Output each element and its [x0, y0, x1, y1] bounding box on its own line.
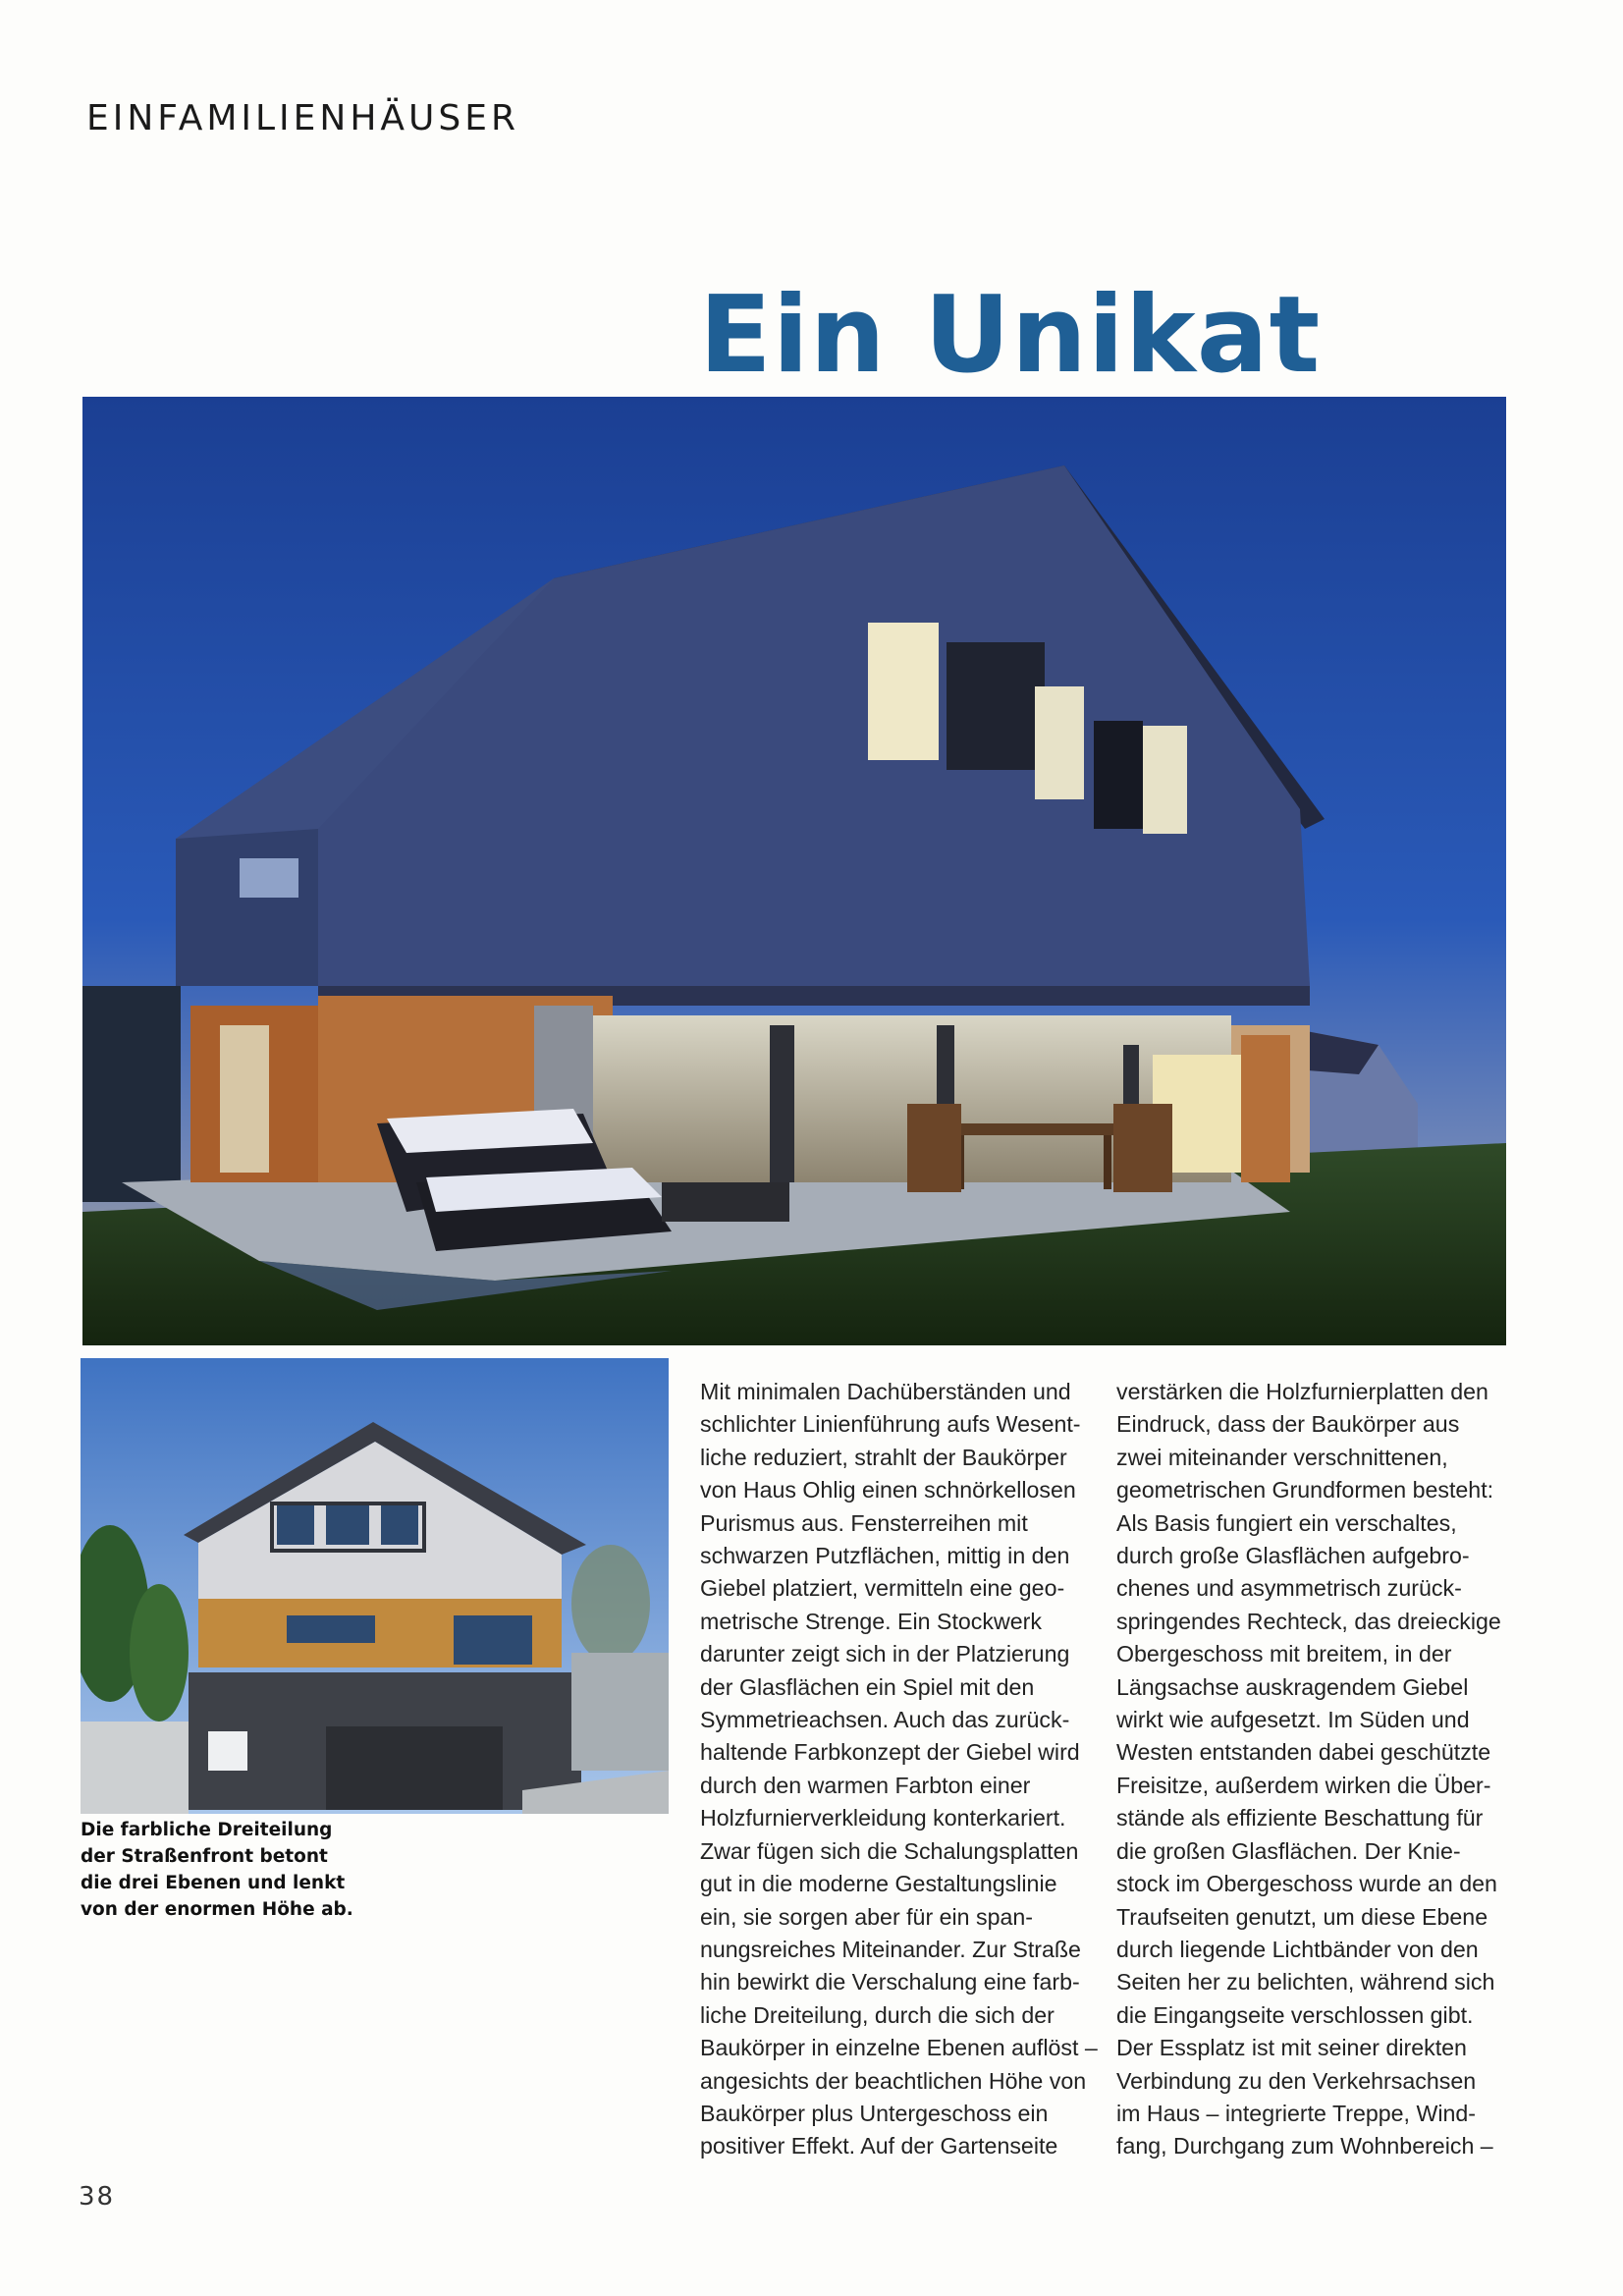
text-line: Mit minimalen Dachüberständen und — [700, 1379, 1071, 1404]
text-line: durch große Glasflächen aufgebro- — [1116, 1543, 1470, 1569]
text-line: Westen entstanden dabei geschützte — [1116, 1739, 1491, 1766]
text-line: Eindruck, dass der Baukörper aus — [1116, 1411, 1460, 1438]
text-line: metrische Strenge. Ein Stockwerk — [700, 1608, 1042, 1634]
text-line: haltende Farbkonzept der Giebel wird — [700, 1739, 1080, 1766]
text-line: liche Dreiteilung, durch die sich der — [700, 2001, 1055, 2028]
text-line: wirkt wie aufgesetzt. Im Süden und — [1116, 1707, 1470, 1733]
page-number: 38 — [79, 2182, 116, 2212]
text-line: Seiten her zu belichten, während sich — [1116, 1969, 1495, 1995]
text-line: schlichter Linienführung aufs Wesent- — [700, 1411, 1081, 1438]
text-line: von Haus Ohlig einen schnörkellosen — [700, 1477, 1076, 1503]
text-line: liche reduziert, strahlt der Baukörper — [700, 1444, 1067, 1470]
text-line: Holzfurnierverkleidung konterkariert. — [700, 1805, 1066, 1831]
text-line: die großen Glasflächen. Der Knie- — [1116, 1837, 1461, 1864]
text-line: Symmetrieachsen. Auch das zurück- — [700, 1707, 1070, 1733]
text-line: Baukörper plus Untergeschoss ein — [700, 2100, 1049, 2126]
text-line: Traufseiten genutzt, um diese Ebene — [1116, 1903, 1488, 1930]
section-label: EINFAMILIENHÄUSER — [86, 98, 520, 138]
text-line: stände als effiziente Beschattung für — [1116, 1805, 1484, 1831]
text-line: positiver Effekt. Auf der Gartenseite — [700, 2133, 1058, 2159]
text-line: Zwar fügen sich die Schalungsplatten — [700, 1837, 1079, 1864]
text-line: nungsreiches Miteinander. Zur Straße — [700, 1936, 1081, 1962]
text-line: ein, sie sorgen aber für ein span- — [700, 1903, 1033, 1930]
text-line: verstärken die Holzfurnierplatten den — [1116, 1379, 1488, 1404]
page-title: Ein Unikat — [699, 274, 1322, 397]
text-line: gut in die moderne Gestaltungslinie — [700, 1871, 1057, 1897]
text-line: Längsachse auskragendem Giebel — [1116, 1673, 1469, 1700]
text-line: angesichts der beachtlichen Höhe von — [700, 2067, 1087, 2094]
text-line: darunter zeigt sich in der Platzierung — [700, 1641, 1070, 1667]
text-line: schwarzen Putzflächen, mittig in den — [700, 1543, 1070, 1569]
text-line: durch den warmen Farbton einer — [700, 1772, 1031, 1798]
text-line: durch liegende Lichtbänder von den — [1116, 1936, 1479, 1962]
text-line: Der Essplatz ist mit seiner direkten — [1116, 2035, 1467, 2061]
text-line: stock im Obergeschoss wurde an den — [1116, 1871, 1497, 1897]
text-line: Purismus aus. Fensterreihen mit — [700, 1509, 1028, 1536]
photo-caption: Die farbliche Dreiteilung der Straßenfront betont die drei Ebenen und lenkt von der enormen Höhe ab. — [81, 1820, 353, 1920]
text-line: Freisitze, außerdem wirken die Über- — [1116, 1772, 1491, 1798]
text-line: Obergeschoss mit breitem, in der — [1116, 1641, 1452, 1667]
body-text-column-2 — [1116, 1376, 1514, 2163]
hero-photo-house-dusk — [82, 397, 1506, 1345]
text-line: zwei miteinander verschnittenen, — [1116, 1444, 1448, 1470]
body-text-column-1 — [700, 1376, 1098, 2163]
text-line: hin bewirkt die Verschalung eine farb- — [700, 1969, 1080, 1995]
text-line: chenes und asymmetrisch zurück- — [1116, 1575, 1462, 1602]
text-line: Baukörper in einzelne Ebenen auflöst – — [700, 2035, 1098, 2061]
text-line: Verbindung zu den Verkehrsachsen — [1116, 2067, 1477, 2094]
text-line: springendes Rechteck, das dreieckige — [1116, 1608, 1501, 1634]
text-line: Giebel platziert, vermitteln eine geo- — [700, 1575, 1065, 1602]
text-line: geometrischen Grundformen besteht: — [1116, 1477, 1494, 1503]
text-line: im Haus – integrierte Treppe, Wind- — [1116, 2100, 1476, 2126]
text-line: fang, Durchgang zum Wohnbereich – — [1116, 2133, 1493, 2159]
text-line: der Glasflächen ein Spiel mit den — [700, 1673, 1035, 1700]
street-front-photo — [81, 1358, 669, 1814]
text-line: Als Basis fungiert ein verschaltes, — [1116, 1509, 1457, 1536]
text-line: die Eingangseite verschlossen gibt. — [1116, 2001, 1474, 2028]
